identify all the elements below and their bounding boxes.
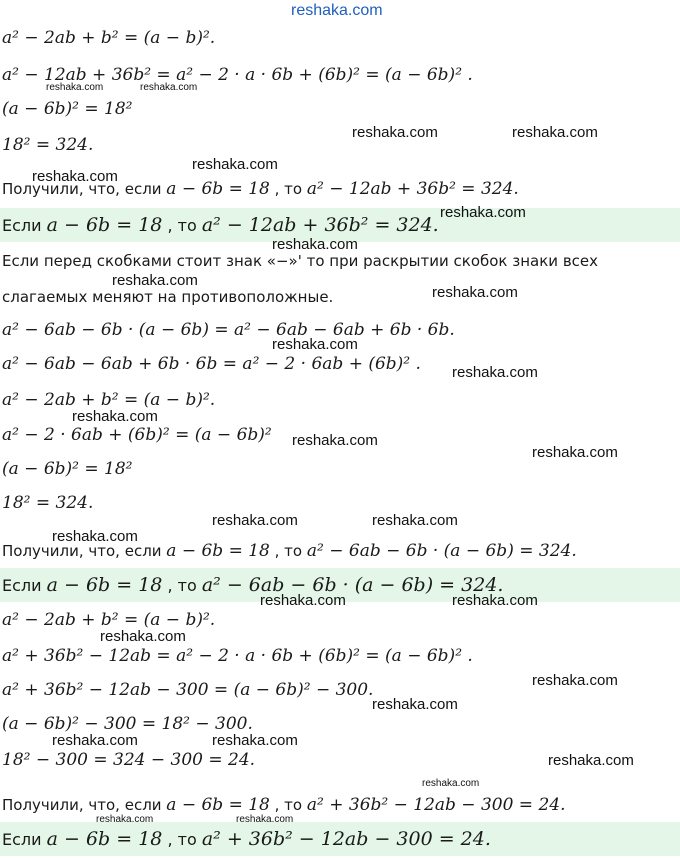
- answer-text: Если: [2, 216, 47, 235]
- watermark: reshaka.com: [432, 284, 518, 301]
- rule-text: слагаемых меняют на противоположные.: [2, 288, 334, 306]
- result-math: a² + 36b² − 12ab − 300 = 24.: [201, 828, 491, 850]
- watermark: reshaka.com: [292, 432, 378, 449]
- result-math: a² − 6ab − 6b · (a − 6b) = 324.: [201, 574, 504, 596]
- watermark: reshaka.com: [96, 814, 154, 825]
- watermark: reshaka.com: [140, 82, 198, 93]
- watermark: reshaka.com: [352, 124, 438, 141]
- site-watermark-header: reshaka.com: [291, 2, 383, 19]
- watermark: reshaka.com: [52, 732, 138, 749]
- equation-line: a² − 2ab + b² = (a − b)².: [2, 610, 216, 630]
- watermark: reshaka.com: [512, 124, 598, 141]
- watermark: reshaka.com: [260, 592, 346, 609]
- answer-text: Если: [2, 830, 47, 849]
- equation-line: 18² = 324.: [2, 135, 94, 155]
- result-math: a² − 6ab − 6b · (a − 6b) = 324.: [306, 541, 577, 561]
- conclusion-text: , то: [269, 180, 307, 198]
- watermark: reshaka.com: [212, 512, 298, 529]
- watermark: reshaka.com: [440, 204, 526, 221]
- equation-line: a² − 2ab + b² = (a − b)².: [2, 390, 216, 410]
- equation-line: a² − 6ab − 6b · (a − 6b) = a² − 6ab − 6ab + 6b · 6b.: [2, 320, 455, 340]
- watermark: reshaka.com: [32, 168, 118, 185]
- condition-math: a − 6b = 18: [166, 179, 270, 199]
- watermark: reshaka.com: [532, 672, 618, 689]
- equation-line: 18² = 324.: [2, 493, 94, 513]
- conclusion-text: Получили, что, если: [2, 796, 167, 814]
- watermark: reshaka.com: [452, 592, 538, 609]
- equation-line: a² + 36b² − 12ab − 300 = (a − 6b)² − 300.: [2, 680, 374, 700]
- conclusion-text: Получили, что, если: [2, 180, 167, 198]
- answer-text: , то: [162, 216, 202, 235]
- watermark: reshaka.com: [532, 444, 618, 461]
- equation-line: a² + 36b² − 12ab = a² − 2 · a · 6b + (6b)² = (a − 6b)² .: [2, 646, 473, 666]
- condition-math: a − 6b = 18: [46, 828, 163, 850]
- watermark: reshaka.com: [372, 512, 458, 529]
- answer-text: , то: [162, 830, 202, 849]
- conclusion-text: , то: [269, 542, 307, 560]
- condition-math: a − 6b = 18: [166, 541, 270, 561]
- watermark: reshaka.com: [548, 752, 634, 769]
- watermark: reshaka.com: [452, 364, 538, 381]
- watermark: reshaka.com: [272, 336, 358, 353]
- conclusion-text: Получили, что, если: [2, 542, 167, 560]
- watermark: reshaka.com: [100, 628, 186, 645]
- watermark: reshaka.com: [422, 778, 480, 789]
- result-math: a² + 36b² − 12ab − 300 = 24.: [306, 795, 566, 815]
- watermark: reshaka.com: [236, 814, 294, 825]
- equation-line: (a − 6b)² = 18²: [2, 99, 133, 119]
- equation-line: (a − 6b)² − 300 = 18² − 300.: [2, 714, 253, 734]
- equation-line: a² − 6ab − 6ab + 6b · 6b = a² − 2 · 6ab + (6b)² .: [2, 354, 421, 374]
- condition-math: a − 6b = 18: [46, 214, 163, 236]
- watermark: reshaka.com: [46, 82, 104, 93]
- condition-math: a − 6b = 18: [166, 795, 270, 815]
- watermark: reshaka.com: [212, 732, 298, 749]
- equation-line: a² − 2ab + b² = (a − b)².: [2, 28, 216, 48]
- watermark: reshaka.com: [192, 156, 278, 173]
- conclusion-text: , то: [269, 796, 307, 814]
- answer-text: , то: [162, 576, 202, 595]
- watermark: reshaka.com: [52, 528, 138, 545]
- result-math: a² − 12ab + 36b² = 324.: [201, 214, 439, 236]
- equation-line: a² − 2 · 6ab + (6b)² = (a − 6b)²: [2, 425, 272, 445]
- equation-line: a² − 12ab + 36b² = a² − 2 · a · 6b + (6b)² = (a − 6b)² .: [2, 65, 473, 85]
- answer-text: Если: [2, 576, 47, 595]
- condition-math: a − 6b = 18: [46, 574, 163, 596]
- watermark: reshaka.com: [112, 272, 198, 289]
- watermark: reshaka.com: [272, 236, 358, 253]
- equation-line: (a − 6b)² = 18²: [2, 459, 133, 479]
- watermark: reshaka.com: [372, 696, 458, 713]
- answer-line: [0, 822, 680, 856]
- rule-text: Если перед скобками стоит знак «−»' то при раскрытии скобок знаки всех: [2, 252, 599, 270]
- result-math: a² − 12ab + 36b² = 324.: [306, 179, 519, 199]
- equation-line: 18² − 300 = 324 − 300 = 24.: [2, 750, 256, 770]
- watermark: reshaka.com: [72, 408, 158, 425]
